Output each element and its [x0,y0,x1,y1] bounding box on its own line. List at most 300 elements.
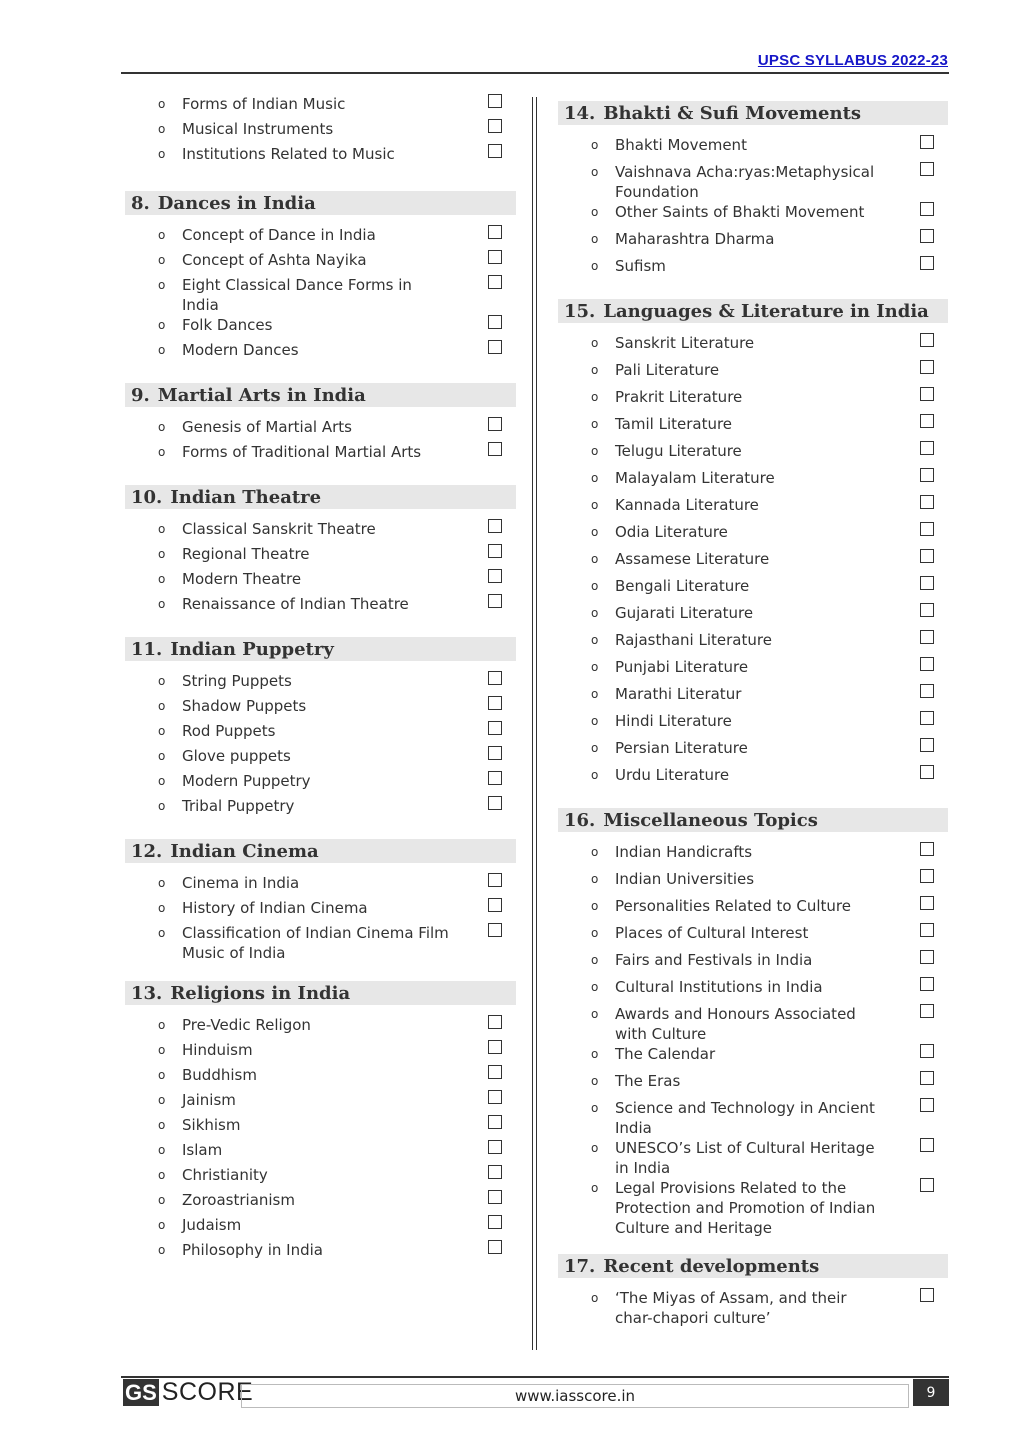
section-item-list [558,333,948,792]
syllabus-item-label: Philosophy in India [182,1241,323,1259]
checkbox-icon[interactable] [920,950,934,964]
syllabus-item-label: Buddhism [182,1066,257,1084]
checkbox-icon[interactable] [488,315,502,329]
section-spacer [125,365,516,383]
syllabus-item [125,544,516,569]
section-spacer [558,792,948,808]
checkbox-icon[interactable] [488,923,502,937]
syllabus-item-label: Shadow Puppets [182,697,307,715]
syllabus-item-label: Concept of Dance in India [182,226,376,244]
syllabus-item-label: The Eras [615,1072,681,1090]
section-number: 12. [131,840,163,862]
bullet-marker: o [158,749,166,763]
bullet-marker: o [158,1218,166,1232]
syllabus-item-label: Assamese Literature [615,550,770,568]
checkbox-icon[interactable] [920,256,934,270]
syllabus-item [558,842,948,869]
checkbox-icon[interactable] [920,162,934,176]
syllabus-section [125,191,516,365]
checkbox-icon[interactable] [488,94,502,108]
checkbox-icon[interactable] [920,135,934,149]
syllabus-item [125,275,516,315]
syllabus-item [558,468,948,495]
section-item-list [125,519,516,619]
syllabus-item-label: Cinema in India [182,874,300,892]
syllabus-item [558,603,948,630]
checkbox-icon[interactable] [920,441,934,455]
checkbox-icon[interactable] [920,1138,934,1152]
syllabus-item-label: Judaism [182,1216,242,1234]
syllabus-item-label: Places of Cultural Interest [615,924,809,942]
syllabus-item [558,441,948,468]
syllabus-item [125,569,516,594]
checkbox-icon[interactable] [488,696,502,710]
syllabus-item [125,923,516,963]
checkbox-icon[interactable] [488,340,502,354]
syllabus-item [125,119,516,144]
syllabus-item-label: Forms of Indian Music [182,95,346,113]
section-spacer [125,169,516,191]
checkbox-icon[interactable] [920,1044,934,1058]
bullet-marker: o [591,417,599,431]
bullet-marker: o [591,687,599,701]
bullet-marker: o [591,980,599,994]
syllabus-item-label: Prakrit Literature [615,388,743,406]
bullet-marker: o [158,522,166,536]
syllabus-item [125,1240,516,1265]
bullet-marker: o [591,498,599,512]
syllabus-item [558,576,948,603]
syllabus-item-label: Genesis of Martial Arts [182,418,352,436]
syllabus-item [558,522,948,549]
section-heading [125,191,516,215]
bullet-marker: o [158,1143,166,1157]
bullet-marker: o [158,724,166,738]
checkbox-icon[interactable] [488,144,502,158]
syllabus-section [558,808,948,1238]
checkbox-icon[interactable] [920,1098,934,1112]
checkbox-icon[interactable] [920,765,934,779]
syllabus-item-label: Modern Theatre [182,570,302,588]
syllabus-item-label: Folk Dances [182,316,273,334]
syllabus-item-label: Concept of Ashta Nayika [182,251,367,269]
checkbox-icon[interactable] [920,522,934,536]
bullet-marker: o [591,1101,599,1115]
syllabus-item [125,94,516,119]
checkbox-icon[interactable] [488,1190,502,1204]
checkbox-icon[interactable] [920,896,934,910]
syllabus-item [558,684,948,711]
checkbox-icon[interactable] [920,603,934,617]
syllabus-item [125,594,516,619]
syllabus-item-label: Forms of Traditional Martial Arts [182,443,422,461]
syllabus-item-label: Christianity [182,1166,268,1184]
bullet-marker: o [591,259,599,273]
checkbox-icon[interactable] [488,119,502,133]
bullet-marker: o [591,444,599,458]
syllabus-item [558,1178,948,1238]
syllabus-item-label: Telugu Literature [615,442,742,460]
checkbox-icon[interactable] [488,519,502,533]
syllabus-item [125,315,516,340]
syllabus-section [558,299,948,792]
checkbox-icon[interactable] [920,923,934,937]
syllabus-item [558,869,948,896]
checkbox-icon[interactable] [920,1288,934,1302]
checkbox-icon[interactable] [488,1215,502,1229]
page-number: 9 [913,1379,949,1406]
syllabus-item [125,250,516,275]
logo-gs-mark: GS [125,1380,157,1405]
bullet-marker: o [591,660,599,674]
syllabus-item [125,1090,516,1115]
syllabus-item-label: Hinduism [182,1041,253,1059]
syllabus-item-label: Classical Sanskrit Theatre [182,520,376,538]
syllabus-item [125,144,516,169]
bullet-marker: o [158,799,166,813]
bullet-marker: o [591,205,599,219]
bullet-marker: o [158,547,166,561]
syllabus-item-label: Kannada Literature [615,496,759,514]
bullet-marker: o [591,552,599,566]
checkbox-icon[interactable] [920,738,934,752]
syllabus-item [558,229,948,256]
syllabus-item [125,340,516,365]
syllabus-section [125,981,516,1265]
section-title: Indian Puppetry [170,638,334,660]
bullet-marker: o [158,674,166,688]
syllabus-section [558,1254,948,1328]
syllabus-section [125,485,516,619]
section-heading [558,808,948,832]
checkbox-icon[interactable] [488,671,502,685]
checkbox-icon[interactable] [920,202,934,216]
bullet-marker: o [158,228,166,242]
section-number: 11. [131,638,163,660]
checkbox-icon[interactable] [920,657,934,671]
checkbox-icon[interactable] [920,576,934,590]
syllabus-item [125,898,516,923]
syllabus-item-label: Other Saints of Bhakti Movement [615,203,865,221]
checkbox-icon[interactable] [488,1240,502,1254]
checkbox-icon[interactable] [920,468,934,482]
section-number: 15. [564,300,596,322]
syllabus-item [125,671,516,696]
bullet-marker: o [158,122,166,136]
checkbox-icon[interactable] [488,1165,502,1179]
section-spacer [125,467,516,485]
syllabus-item [125,225,516,250]
syllabus-item-label: Jainism [182,1091,236,1109]
bullet-marker: o [591,1074,599,1088]
checkbox-icon[interactable] [488,721,502,735]
bullet-marker: o [591,953,599,967]
section-number: 13. [131,982,163,1004]
syllabus-item-label: Indian Handicrafts [615,843,753,861]
bullet-marker: o [591,1181,599,1195]
syllabus-section [125,383,516,467]
syllabus-item-label: ‘The Miyas of Assam, and their char-chapori culture’ [615,1289,847,1327]
section-item-list [125,417,516,467]
bullet-marker: o [591,1291,599,1305]
bullet-marker: o [591,606,599,620]
syllabus-item-label: Vaishnava Acha:ryas:Metaphysical Foundation [615,163,875,201]
syllabus-item-label: Odia Literature [615,523,728,541]
syllabus-item [558,950,948,977]
section-heading [125,485,516,509]
bullet-marker: o [591,1007,599,1021]
checkbox-icon[interactable] [488,1040,502,1054]
syllabus-item [558,711,948,738]
syllabus-item-label: Rod Puppets [182,722,276,740]
syllabus-item-label: Bengali Literature [615,577,750,595]
section-heading [125,637,516,661]
checkbox-icon[interactable] [488,594,502,608]
syllabus-item [558,387,948,414]
bullet-marker: o [591,232,599,246]
syllabus-item [125,1065,516,1090]
syllabus-item-label: Pre-Vedic Religon [182,1016,311,1034]
checkbox-icon[interactable] [488,898,502,912]
syllabus-item [558,135,948,162]
bullet-marker: o [158,572,166,586]
bullet-marker: o [591,1141,599,1155]
syllabus-item [125,1040,516,1065]
syllabus-item-label: Modern Puppetry [182,772,311,790]
checkbox-icon[interactable] [920,360,934,374]
section-item-list [125,671,516,821]
checkbox-icon[interactable] [488,1065,502,1079]
bullet-marker: o [158,420,166,434]
syllabus-item-label: Sanskrit Literature [615,334,755,352]
section-item-list [558,842,948,1238]
checkbox-icon[interactable] [488,771,502,785]
checkbox-icon[interactable] [488,1115,502,1129]
syllabus-item [125,796,516,821]
syllabus-item [125,1115,516,1140]
syllabus-item-label: Pali Literature [615,361,720,379]
syllabus-item-label: Personalities Related to Culture [615,897,851,915]
checkbox-icon[interactable] [488,569,502,583]
section-number: 10. [131,486,163,508]
syllabus-item [558,1071,948,1098]
section-number: 9. [131,384,150,406]
section-heading [125,383,516,407]
bullet-marker: o [591,633,599,647]
bullet-marker: o [158,1043,166,1057]
checkbox-icon[interactable] [488,1090,502,1104]
syllabus-item [558,1288,948,1328]
syllabus-item [558,630,948,657]
bullet-marker: o [591,1047,599,1061]
section-item-list [558,1288,948,1328]
syllabus-section [125,637,516,821]
syllabus-item [125,417,516,442]
syllabus-item [558,977,948,1004]
syllabus-item [558,738,948,765]
checkbox-icon[interactable] [488,417,502,431]
left-column [125,94,516,1265]
checkbox-icon[interactable] [488,225,502,239]
syllabus-item-label: UNESCO’s List of Cultural Heritage in India [615,1139,875,1177]
bullet-marker: o [591,768,599,782]
checkbox-icon[interactable] [920,630,934,644]
checkbox-icon[interactable] [920,1178,934,1192]
syllabus-item [558,1004,948,1044]
syllabus-item [558,202,948,229]
syllabus-header-title: UPSC SYLLABUS 2022-23 [757,52,948,69]
logo-score-text: SCORE [161,1378,254,1406]
bullet-marker: o [591,138,599,152]
checkbox-icon[interactable] [488,275,502,289]
section-heading [558,101,948,125]
syllabus-item [558,923,948,950]
checkbox-icon[interactable] [920,1071,934,1085]
section-title: Languages & Literature in India [603,300,929,322]
syllabus-item-label: History of Indian Cinema [182,899,368,917]
syllabus-item [125,873,516,898]
syllabus-item-label: Modern Dances [182,341,299,359]
checkbox-icon[interactable] [920,387,934,401]
syllabus-item-label: Sufism [615,257,666,275]
section-heading [125,981,516,1005]
checkbox-icon[interactable] [488,1015,502,1029]
bullet-marker: o [158,1118,166,1132]
syllabus-item-label: Legal Provisions Related to the Protection and Promotion of Indian Culture and Heritage [615,1179,876,1237]
bullet-marker: o [158,876,166,890]
syllabus-item-label: Musical Instruments [182,120,334,138]
bullet-marker: o [591,336,599,350]
checkbox-icon[interactable] [488,250,502,264]
syllabus-item [558,495,948,522]
checkbox-icon[interactable] [920,842,934,856]
checkbox-icon[interactable] [488,1140,502,1154]
syllabus-item-label: Hindi Literature [615,712,732,730]
syllabus-item-label: Punjabi Literature [615,658,749,676]
bullet-marker: o [158,1093,166,1107]
syllabus-item-label: Sikhism [182,1116,241,1134]
checkbox-icon[interactable] [920,414,934,428]
column-divider [532,97,537,1350]
bullet-marker: o [591,390,599,404]
syllabus-item-label: Tribal Puppetry [182,797,295,815]
section-spacer [558,1238,948,1254]
syllabus-item-label: Urdu Literature [615,766,730,784]
syllabus-item-label: String Puppets [182,672,292,690]
checkbox-icon[interactable] [488,796,502,810]
bullet-marker: o [158,1018,166,1032]
bullet-marker: o [158,926,166,940]
syllabus-item-label: Rajasthani Literature [615,631,772,649]
checkbox-icon[interactable] [920,333,934,347]
syllabus-item [125,1190,516,1215]
checkbox-icon[interactable] [488,746,502,760]
section-spacer [125,963,516,981]
section-title: Dances in India [157,192,316,214]
syllabus-item [125,771,516,796]
syllabus-item-label: Maharashtra Dharma [615,230,775,248]
bullet-marker: o [158,597,166,611]
syllabus-item-label: Institutions Related to Music [182,145,395,163]
syllabus-item [558,549,948,576]
section-title: Martial Arts in India [157,384,366,406]
checkbox-icon[interactable] [920,495,934,509]
syllabus-item-label: Indian Universities [615,870,755,888]
right-column [558,101,948,1328]
syllabus-item [125,519,516,544]
section-heading [125,839,516,863]
section-title: Miscellaneous Topics [603,809,818,831]
section-item-list [125,1015,516,1265]
section-heading [558,1254,948,1278]
bullet-marker: o [158,253,166,267]
bullet-marker: o [158,1068,166,1082]
syllabus-item-label: Regional Theatre [182,545,310,563]
section-spacer [558,283,948,299]
checkbox-icon[interactable] [920,711,934,725]
section-spacer [125,821,516,839]
checkbox-icon[interactable] [920,549,934,563]
section-title: Indian Cinema [170,840,319,862]
bullet-marker: o [591,165,599,179]
syllabus-item [125,696,516,721]
syllabus-item [125,442,516,467]
checkbox-icon[interactable] [920,684,934,698]
syllabus-item [125,1015,516,1040]
checkbox-icon[interactable] [920,869,934,883]
bullet-marker: o [158,1243,166,1257]
section-number: 8. [131,192,150,214]
website-url: www.iasscore.in [241,1384,909,1408]
syllabus-item [558,1044,948,1071]
checkbox-icon[interactable] [920,1004,934,1018]
section-item-list [558,135,948,283]
bullet-marker: o [158,318,166,332]
checkbox-icon[interactable] [920,229,934,243]
bullet-marker: o [591,579,599,593]
syllabus-item [125,1140,516,1165]
syllabus-item [125,721,516,746]
syllabus-item-label: Marathi Literatur [615,685,742,703]
checkbox-icon[interactable] [488,442,502,456]
checkbox-icon[interactable] [488,544,502,558]
bullet-marker: o [158,699,166,713]
bullet-marker: o [158,445,166,459]
section-heading [558,299,948,323]
checkbox-icon[interactable] [488,873,502,887]
syllabus-item [125,1215,516,1240]
syllabus-item-label: Science and Technology in Ancient India [615,1099,875,1137]
bullet-marker: o [158,147,166,161]
syllabus-item [558,256,948,283]
bullet-marker: o [591,741,599,755]
syllabus-item-label: Zoroastrianism [182,1191,295,1209]
section-item-list [125,873,516,963]
bullet-marker: o [158,774,166,788]
section-number: 17. [564,1255,596,1277]
checkbox-icon[interactable] [920,977,934,991]
syllabus-item [558,162,948,202]
bullet-marker: o [158,1168,166,1182]
syllabus-item [558,896,948,923]
bullet-marker: o [591,471,599,485]
syllabus-item [125,746,516,771]
syllabus-item-label: The Calendar [615,1045,716,1063]
syllabus-item-label: Fairs and Festivals in India [615,951,813,969]
syllabus-item-label: Renaissance of Indian Theatre [182,595,409,613]
bullet-marker: o [591,872,599,886]
syllabus-item-label: Awards and Honours Associated with Culture [615,1005,856,1043]
